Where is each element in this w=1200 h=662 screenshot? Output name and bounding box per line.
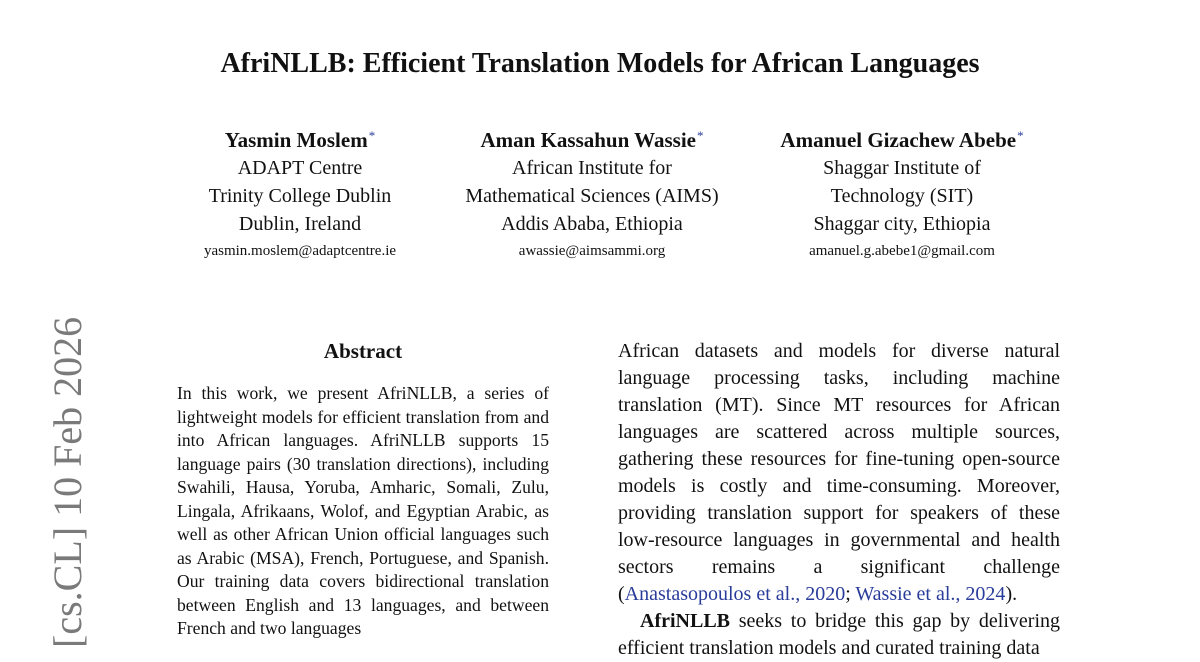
intro-paragraph: AfriNLLB seeks to bridge this gap by delivering efficient translation models and curated training data <box>618 610 1060 659</box>
citation-link[interactable]: Wassie et al., 2024 <box>855 583 1006 605</box>
equal-contribution-mark[interactable]: * <box>697 128 704 143</box>
model-name: AfriNLLB <box>640 610 730 632</box>
abstract-heading: Abstract <box>323 339 403 363</box>
author-name: Aman Kassahun Wassie* <box>480 128 704 152</box>
author-affiliation: Mathematical Sciences (AIMS) <box>465 185 719 207</box>
author-block-1 <box>175 122 425 264</box>
author-location: Dublin, Ireland <box>238 213 362 235</box>
equal-contribution-mark[interactable]: * <box>1017 128 1024 143</box>
author-affiliation: African Institute for <box>512 157 672 179</box>
author-location: Addis Ababa, Ethiopia <box>501 213 683 235</box>
equal-contribution-mark[interactable]: * <box>368 128 376 143</box>
author-email: awassie@aimsammi.org <box>518 243 666 259</box>
intro-paragraph: African datasets and models for diverse natural language processing tasks, including machine translation (MT). Since MT resources for African languages are scattered across multiple sources, gathering these resources for fine-tuning open-source models is costly and time-consuming. Moreover, providing translation support for speakers of these low-resource languages in governmental and health sectors remains a significant challenge (Anastasopoulos et al., 2020; Wassie et al., 2024). <box>618 340 1060 605</box>
abstract-text: In this work, we present AfriNLLB, a series of lightweight models for efficient translation from and into African languages. AfriNLLB supports 15 language pairs (30 translation directions), including Swahili, Hausa, Yoruba, Amharic, Somali, Zulu, Lingala, Afrikaans, Wolof, and Egyptian Arabic, as well as other African Union official languages such as Arabic (MSA), French, Portuguese, and Spanish. Our training data covers bidirectional translation between English and 13 languages, and between French and two languages <box>177 383 549 638</box>
author-affiliation: ADAPT Centre <box>237 157 363 179</box>
paper-title: AfriNLLB: Efficient Translation Models for African Languages <box>220 48 980 79</box>
author-block-2 <box>442 122 742 264</box>
author-affiliation: Technology (SIT) <box>830 185 974 207</box>
citation-link[interactable]: Anastasopoulos et al., 2020 <box>624 583 846 605</box>
author-affiliation: Trinity College Dublin <box>208 185 392 207</box>
author-email: yasmin.moslem@adaptcentre.ie <box>203 243 397 259</box>
author-affiliation: Shaggar Institute of <box>823 157 981 179</box>
introduction-column <box>618 338 1060 662</box>
arxiv-stamp: [cs.CL] 10 Feb 2026 <box>45 316 90 648</box>
author-name: Amanuel Gizachew Abebe* <box>780 128 1024 152</box>
author-email: amanuel.g.abebe1@gmail.com <box>809 243 995 259</box>
author-block-3 <box>752 122 1052 264</box>
author-name: Yasmin Moslem* <box>224 128 376 152</box>
author-location: Shaggar city, Ethiopia <box>813 213 991 235</box>
